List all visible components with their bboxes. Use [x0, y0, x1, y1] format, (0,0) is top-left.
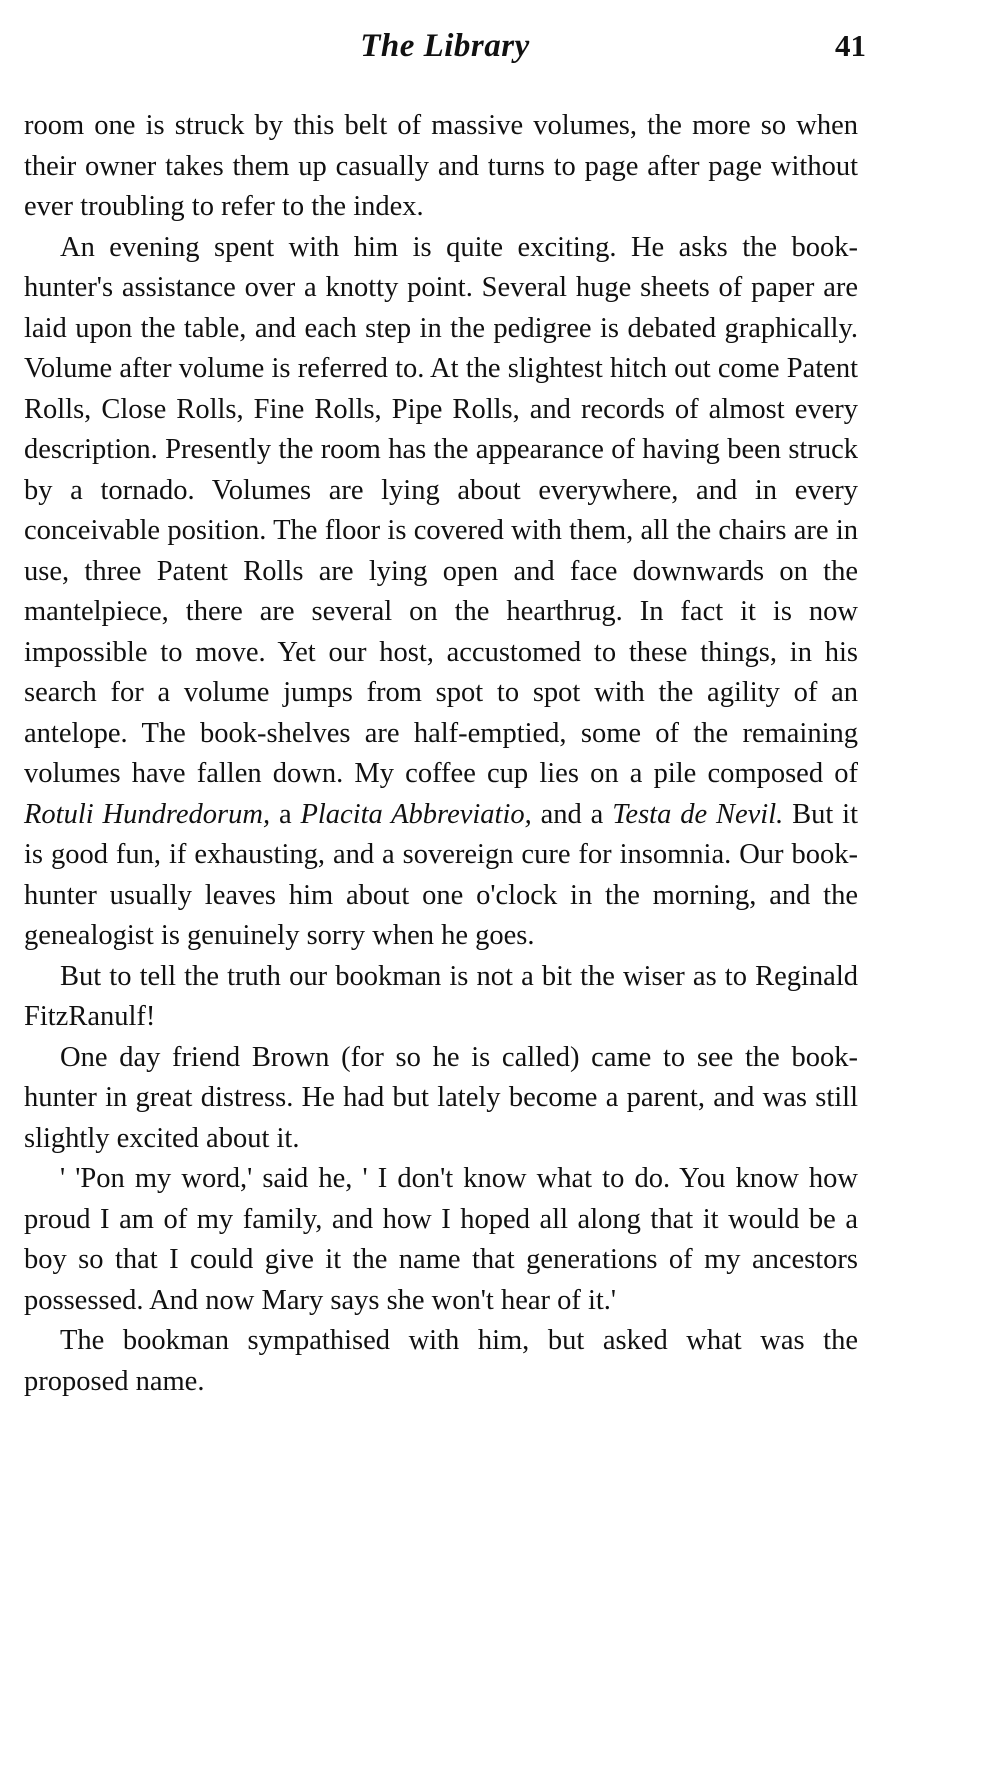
paragraph-brown-quote: ' 'Pon my word,' said he, ' I don't know what to do. You know how proud I am of my family, and how I hoped all along that it would be a boy so that I could give it the name that generations of my ancestors possessed. And now Mary says she won't hear of it.' — [24, 1163, 858, 1316]
page-number: 41 — [835, 28, 866, 63]
title-rotuli-hundredorum: Rotuli Hundredorum, — [24, 798, 271, 830]
title-testa-de-nevil: Testa de Nevil. — [612, 798, 784, 830]
running-title: The Library — [360, 28, 530, 64]
body-text — [24, 106, 858, 1402]
page-header — [24, 24, 866, 74]
title-placita-abbreviatio: Placita Abbreviatio, — [300, 798, 532, 830]
paragraph-continuation: room one is struck by this belt of massive volumes, the more so when their owner takes them up casually and turns to page after page without ever troubling to refer to the index. — [24, 110, 858, 222]
paragraph-evening-sep-1: a — [270, 798, 301, 830]
paragraph-evening — [24, 228, 858, 957]
paragraph-proposed-name: The bookman sympathised with him, but asked what was the proposed name. — [24, 1325, 858, 1397]
paragraph-fitzranulf: But to tell the truth our bookman is not a bit the wiser as to Reginald FitzRanulf! — [24, 960, 858, 1032]
paragraph-evening-sep-2: and a — [531, 798, 613, 830]
paragraph-brown-distress: One day friend Brown (for so he is called) came to see the book-hunter in great distress. He had but lately become a parent, and was still slightly excited about it. — [24, 1041, 858, 1154]
paragraph-evening-rest: But it is good fun, if exhausting, and a sovereign cure for insomnia. Our book-hunter usually leaves him about one o'clock in the morning, and the genealogist is genuinely sorry when he goes. — [24, 798, 858, 951]
paragraph-evening-text: An evening spent with him is quite exciting. He asks the book-hunter's assistance over a knotty point. Several huge sheets of paper are laid upon the table, and each step in the pedigree is debated graphically. Volume after volume is referred to. At the slightest hitch out come Patent Rolls, Close Rolls, Fine Rolls, Pipe Rolls, and records of almost every description. Presently the room has the appearance of having been struck by a tornado. Volumes are lying about everywhere, and in every conceivable position. The floor is covered with them, all the chairs are in use, three Patent Rolls are lying open and face downwards on the mantelpiece, there are several on the hearthrug. In fact it is now impossible to move. Yet our host, accustomed to these things, in his search for a volume jumps from spot to spot with the agility of an antelope. The book-shelves are half-emptied, some of the remaining volumes have fallen down. My coffee cup lies on a pile composed of — [24, 231, 858, 789]
